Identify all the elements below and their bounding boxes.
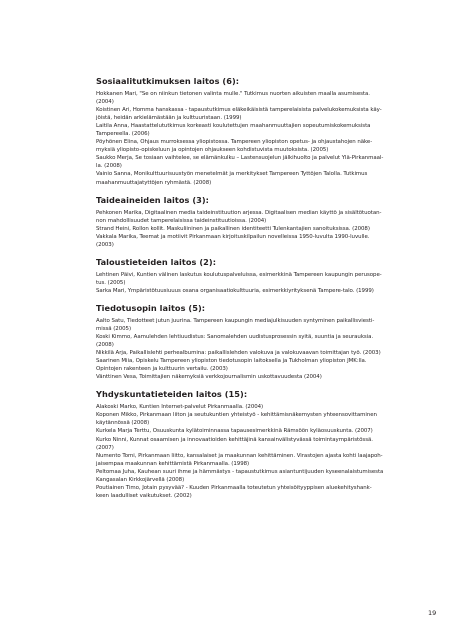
entry-line: Koponen Mikko, Pirkanmaan liiton ja seutukuntien yhteistyö - kehittämisnäkemysten yhteensovittaminen bbox=[96, 412, 377, 419]
content-column bbox=[96, 76, 437, 508]
entry-line: Nikkilä Arja, Paikallislehti perhealbumina: paikallislehden valokuva ja valokuvaavan toimittajan työ. (2003) bbox=[96, 350, 381, 357]
entry-line: (2008) bbox=[96, 342, 114, 349]
section-title: Yhdyskuntatieteiden laitos (15): bbox=[96, 389, 248, 400]
section bbox=[96, 257, 437, 295]
entry-line: Numento Tomi, Pirkanmaan liitto, kansalaiset ja maakunnan kehittäminen. Virastojen ajasta kohti laajapoh- bbox=[96, 452, 383, 459]
entry-line: Aalto Satu, Tiedotteet jutun juurina. Tampereen kaupungin mediajulkisuuden syntyminen paikallisviesti- bbox=[96, 317, 375, 324]
entry-line: myksiä yliopisto-opiskeluun ja opintojen ohjaukseen kohdistuvista muutoksista. (2005) bbox=[96, 147, 329, 154]
entry-line: Alakoski Marko, Kuntien Internet-palvelut Pirkanmaalla. (2004) bbox=[96, 404, 264, 411]
section bbox=[96, 76, 437, 187]
entry-line: Saukko Merja, Se tosiaan vaihtelee, se elämänkulku – Lastensuojelun jälkihuolto ja palvelut Ylä-Pirkanmaal- bbox=[96, 155, 384, 162]
entry-line: Tampereella. (2006) bbox=[96, 131, 150, 138]
entry-line: Vänttinen Vesa, Toimittajien näkemyksiä verkkojournalismin uskottavuudesta (2004) bbox=[96, 374, 322, 381]
section-title: Sosiaalitutkimuksen laitos (6): bbox=[96, 76, 240, 86]
entry-line: Vakkala Marika, Teemat ja motiivit Pirkanmaan kirjoituskilpailun novelleissa 1950-luvulta 1990-luvulle. bbox=[96, 233, 370, 240]
entry-line: käytännössä (2008) bbox=[96, 420, 150, 427]
entry-line: Koski Kimmo, Aamulehden lehtiuudistus: Sanomalehden uudistusprosessin syitä, suuntia ja seurauksia. bbox=[96, 334, 374, 341]
section-title: Taideaineiden laitos (3): bbox=[96, 194, 209, 205]
entry-line: keen laadulliset vaikutukset. (2002) bbox=[96, 492, 192, 499]
entry-line: Laitila Anna, Haastattelututkimus korkeasti koulutettujen maahanmuuttajien sopeutumiskokemuksista bbox=[96, 123, 371, 130]
entry-line: Kurkela Marja Terttu, Osuuskunta kylätoiminnassa tapausesimerkkinä Rämsöön kyläosuuskunta. (2007) bbox=[96, 428, 373, 435]
entry-line: Hokkanen Mari, "Se on niinkun tietonen valinta mulle." Tutkimus nuorten aikuisten maalla asumisesta. bbox=[96, 91, 370, 97]
page-number: 19 bbox=[428, 609, 437, 617]
entry-line: Opintojen rakenteen ja kulttuurin vertailu. (2003) bbox=[96, 366, 228, 373]
section-title: Taloustieteiden laitos (2): bbox=[96, 256, 217, 267]
entry-line: Kangasalan Kirkkojärvellä (2008) bbox=[96, 476, 185, 483]
entry-line: Peltomaa Juha, Kauhean suuri ihme ja hämmästys - tapaustutkimus asiantuntijuuden kyseenalaistumisesta bbox=[96, 468, 384, 475]
section bbox=[96, 389, 437, 500]
entry-line: Vainio Sanna, Monikulttuurisuustyön menetelmät ja merkitykset Tampereen Tyttöjen Talolla. Tutkimus bbox=[96, 171, 368, 178]
entry-line: la. (2008) bbox=[96, 163, 122, 170]
entry-line: jöistä, heidän arkielämästään ja kulttuuristaan. (1999) bbox=[96, 115, 242, 122]
entry-line: Pöyhönen Elina, Ohjaus murroksessa yliopistossa. Tampereen yliopiston opetus- ja ohjaustahojen näke- bbox=[96, 139, 373, 146]
entry-line: Pehkonen Marika, Digitaalinen media taideinstituution arjessa. Digitaalisen median käyttö ja sisältötuotan- bbox=[96, 209, 382, 216]
entry-line: Poutiainen Timo, Jotain pysyvää? - Kuuden Pirkanmaalla toteutetun yhteisöityyppisen aluekehityshank- bbox=[96, 484, 372, 491]
entry-line: Strand Heini, Rollon kollit. Maskuliininen ja paikallinen identiteetti Tulenkantajien sanoituksissa. (2008) bbox=[96, 225, 370, 232]
entry-line: jaisempaa maakunnan kehittämistä Pirkanmaalla. (1998) bbox=[96, 460, 250, 467]
entry-line: tus. (2005) bbox=[96, 279, 126, 286]
entry-line: Kurko Ninni, Kunnat osaamisen ja innovaatioiden kehittäjinä kansainvälistyvässä toimintaympäristössä. bbox=[96, 436, 373, 443]
entry-line: missä (2005) bbox=[96, 325, 132, 332]
entry-line: Saarinen Miia, Opiskelu Tampereen yliopiston tiedotusopin laitoksella ja Tukholman yliopiston JMK:lla. bbox=[96, 358, 367, 365]
entry-line: (2004) bbox=[96, 99, 114, 106]
entry-line: maahanmuuttajatyttöjen ryhmästä. (2008) bbox=[96, 179, 212, 186]
entry-line: non mahdollisuudet tamperelaisissa taideinstituutioissa. (2004) bbox=[96, 217, 267, 224]
entry-line: Koistinen Ari, Homma hanskassa - tapaustutkimus eläkeikäisistä tamperelaisista palvelukokemuksista käy- bbox=[96, 107, 382, 114]
entry-line: (2007) bbox=[96, 444, 114, 451]
section bbox=[96, 303, 437, 381]
section-title: Tiedotusopin laitos (5): bbox=[96, 302, 206, 313]
entry-line: (2003) bbox=[96, 241, 114, 248]
entry-line: Sarka Mari, Ympäristötuusiuuus osana organisaatiokulttuuria, esimerkkiyrityksenä Tampere-talo. (1999) bbox=[96, 287, 374, 294]
entry-line: Lehtinen Päivi, Kuntien välinen laskutus koulutuspalveluissa, esimerkkinä Tampereen kaupungin perusope- bbox=[96, 271, 382, 278]
section bbox=[96, 195, 437, 249]
